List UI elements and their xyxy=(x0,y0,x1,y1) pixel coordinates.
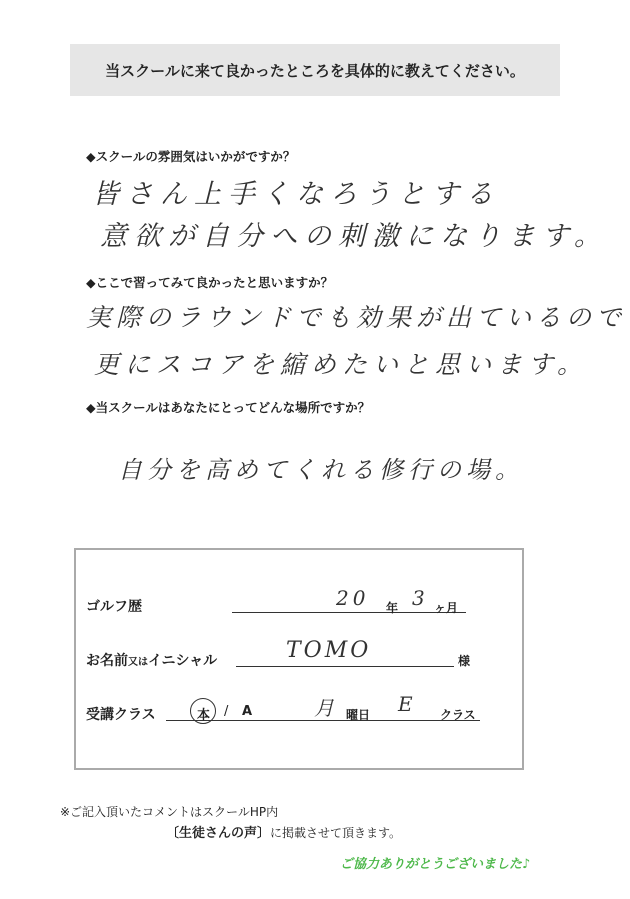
name-line xyxy=(236,666,454,667)
golf-months-value: 3 xyxy=(412,586,429,610)
golf-years-value: 20 xyxy=(336,586,370,610)
name-label-or: 又は xyxy=(128,657,148,668)
question-benefit: ◆ここで習ってみて良かったと思いますか？ xyxy=(86,275,334,290)
publication-note-tail: に掲載させて頂きます。 xyxy=(270,826,402,840)
answer-benefit-line-1: 実際のラウンドでも効果が出ているので xyxy=(86,303,627,332)
question-atmosphere: ◆スクールの雰囲気はいかがですか？ xyxy=(86,149,296,164)
golf-history-line xyxy=(232,612,466,613)
day-value: 月 xyxy=(314,696,338,720)
class-label: 受講クラス xyxy=(86,707,156,723)
publication-note-line-2 xyxy=(166,822,401,841)
survey-title: 当スクールに来て良かったところを具体的に教えてください。 xyxy=(70,44,560,96)
name-label-main: お名前 xyxy=(86,653,128,669)
answer-atmosphere-line-2: 意欲が自分への刺激になります。 xyxy=(100,221,608,252)
day-label: 曜日 xyxy=(346,708,371,722)
thanks-message: ご協力ありがとうございました♪ xyxy=(340,857,531,872)
name-value: TOMO xyxy=(286,638,372,663)
answer-benefit-line-2: 更にスコアを縮めたいと思います。 xyxy=(94,350,589,379)
class-value: E xyxy=(398,692,417,716)
answer-place-line-1: 自分を高めてくれる修行の場。 xyxy=(118,456,524,484)
name-label xyxy=(86,650,217,670)
year-unit-label: 年 xyxy=(386,601,399,615)
class-suffix-label: クラス xyxy=(440,708,476,722)
golf-history-label: ゴルフ歴 xyxy=(86,599,142,615)
student-voice-label: 〔生徒さんの声〕 xyxy=(166,826,271,841)
class-option-a: A xyxy=(242,704,253,719)
class-separator: / xyxy=(224,704,229,719)
month-unit-label: ヶ月 xyxy=(434,601,459,615)
name-label-initial: イニシャル xyxy=(148,653,218,669)
honorific-label: 様 xyxy=(458,654,471,668)
publication-note-line-1: ※ご記入頂いたコメントはスクールHP内 xyxy=(60,805,279,819)
question-place: ◆当スクールはあなたにとってどんな場所ですか？ xyxy=(86,400,371,415)
answer-atmosphere-line-1: 皆さん上手くなろうとする xyxy=(92,179,500,210)
class-option-main: 本 xyxy=(197,708,211,723)
